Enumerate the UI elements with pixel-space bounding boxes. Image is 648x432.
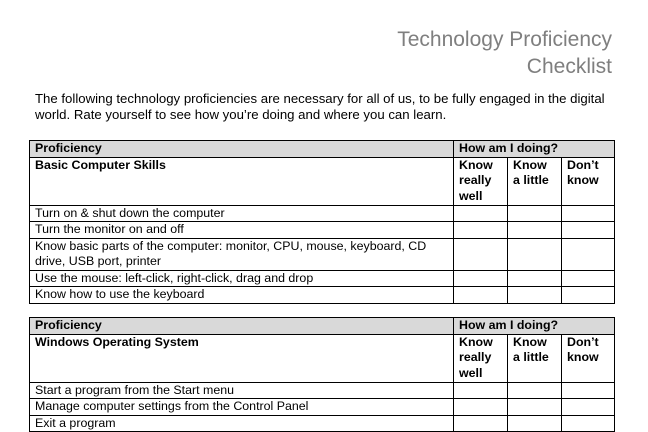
item-label: Start a program from the Start menu [30, 382, 454, 399]
rating-cell-dont-know[interactable] [562, 287, 615, 304]
rating-dont-know: Don’t know [562, 334, 615, 382]
table-header-row [30, 318, 615, 335]
item-label: Know how to use the keyboard [30, 287, 454, 304]
rating-cell-know-really-well[interactable] [454, 205, 508, 222]
rating-cell-know-a-little[interactable] [508, 399, 562, 416]
table-row [30, 270, 615, 287]
header-how-am-i-doing: How am I doing? [454, 141, 615, 158]
rating-cell-know-really-well[interactable] [454, 270, 508, 287]
table-row [30, 415, 615, 432]
rating-know-really-well: Know really well [454, 157, 508, 205]
intro-paragraph: The following technology proficiencies are necessary for all of us, to be fully engaged in the digital world. Rate yourself to see how you’re doing and where you can learn. [35, 91, 605, 122]
table-row [30, 399, 615, 416]
rating-know-really-well: Know really well [454, 334, 508, 382]
item-label: Turn the monitor on and off [30, 222, 454, 239]
title-line-1: Technology Proficiency [397, 28, 612, 51]
rating-cell-dont-know[interactable] [562, 205, 615, 222]
document-title [397, 26, 612, 80]
section-title: Windows Operating System [30, 334, 454, 382]
rating-cell-dont-know[interactable] [562, 415, 615, 432]
rating-cell-dont-know[interactable] [562, 222, 615, 239]
rating-cell-know-really-well[interactable] [454, 399, 508, 416]
table-row [30, 222, 615, 239]
section-row [30, 157, 615, 205]
item-label: Know basic parts of the computer: monitor, CPU, mouse, keyboard, CD drive, USB port, printer [30, 238, 454, 270]
item-label: Use the mouse: left-click, right-click, drag and drop [30, 270, 454, 287]
rating-dont-know: Don’t know [562, 157, 615, 205]
checklist-table-basic-computer-skills [29, 140, 615, 304]
table-row [30, 205, 615, 222]
rating-cell-know-a-little[interactable] [508, 382, 562, 399]
item-label: Manage computer settings from the Control Panel [30, 399, 454, 416]
rating-cell-know-a-little[interactable] [508, 205, 562, 222]
rating-cell-know-a-little[interactable] [508, 222, 562, 239]
section-title: Basic Computer Skills [30, 157, 454, 205]
rating-cell-know-really-well[interactable] [454, 415, 508, 432]
rating-cell-dont-know[interactable] [562, 270, 615, 287]
rating-cell-know-a-little[interactable] [508, 415, 562, 432]
title-line-2: Checklist [526, 55, 612, 78]
rating-know-a-little: Know a little [508, 334, 562, 382]
rating-cell-know-a-little[interactable] [508, 287, 562, 304]
table-header-row [30, 141, 615, 158]
rating-cell-know-a-little[interactable] [508, 238, 562, 270]
rating-cell-know-a-little[interactable] [508, 270, 562, 287]
checklist-table-windows-operating-system [29, 317, 615, 432]
item-label: Exit a program [30, 415, 454, 432]
rating-cell-dont-know[interactable] [562, 238, 615, 270]
rating-know-a-little: Know a little [508, 157, 562, 205]
rating-cell-know-really-well[interactable] [454, 238, 508, 270]
header-proficiency: Proficiency [30, 141, 454, 158]
rating-cell-dont-know[interactable] [562, 399, 615, 416]
section-row [30, 334, 615, 382]
header-how-am-i-doing: How am I doing? [454, 318, 615, 335]
table-row [30, 238, 615, 270]
rating-cell-know-really-well[interactable] [454, 222, 508, 239]
table-row [30, 287, 615, 304]
item-label: Turn on & shut down the computer [30, 205, 454, 222]
rating-cell-know-really-well[interactable] [454, 382, 508, 399]
rating-cell-dont-know[interactable] [562, 382, 615, 399]
table-row [30, 382, 615, 399]
header-proficiency: Proficiency [30, 318, 454, 335]
rating-cell-know-really-well[interactable] [454, 287, 508, 304]
